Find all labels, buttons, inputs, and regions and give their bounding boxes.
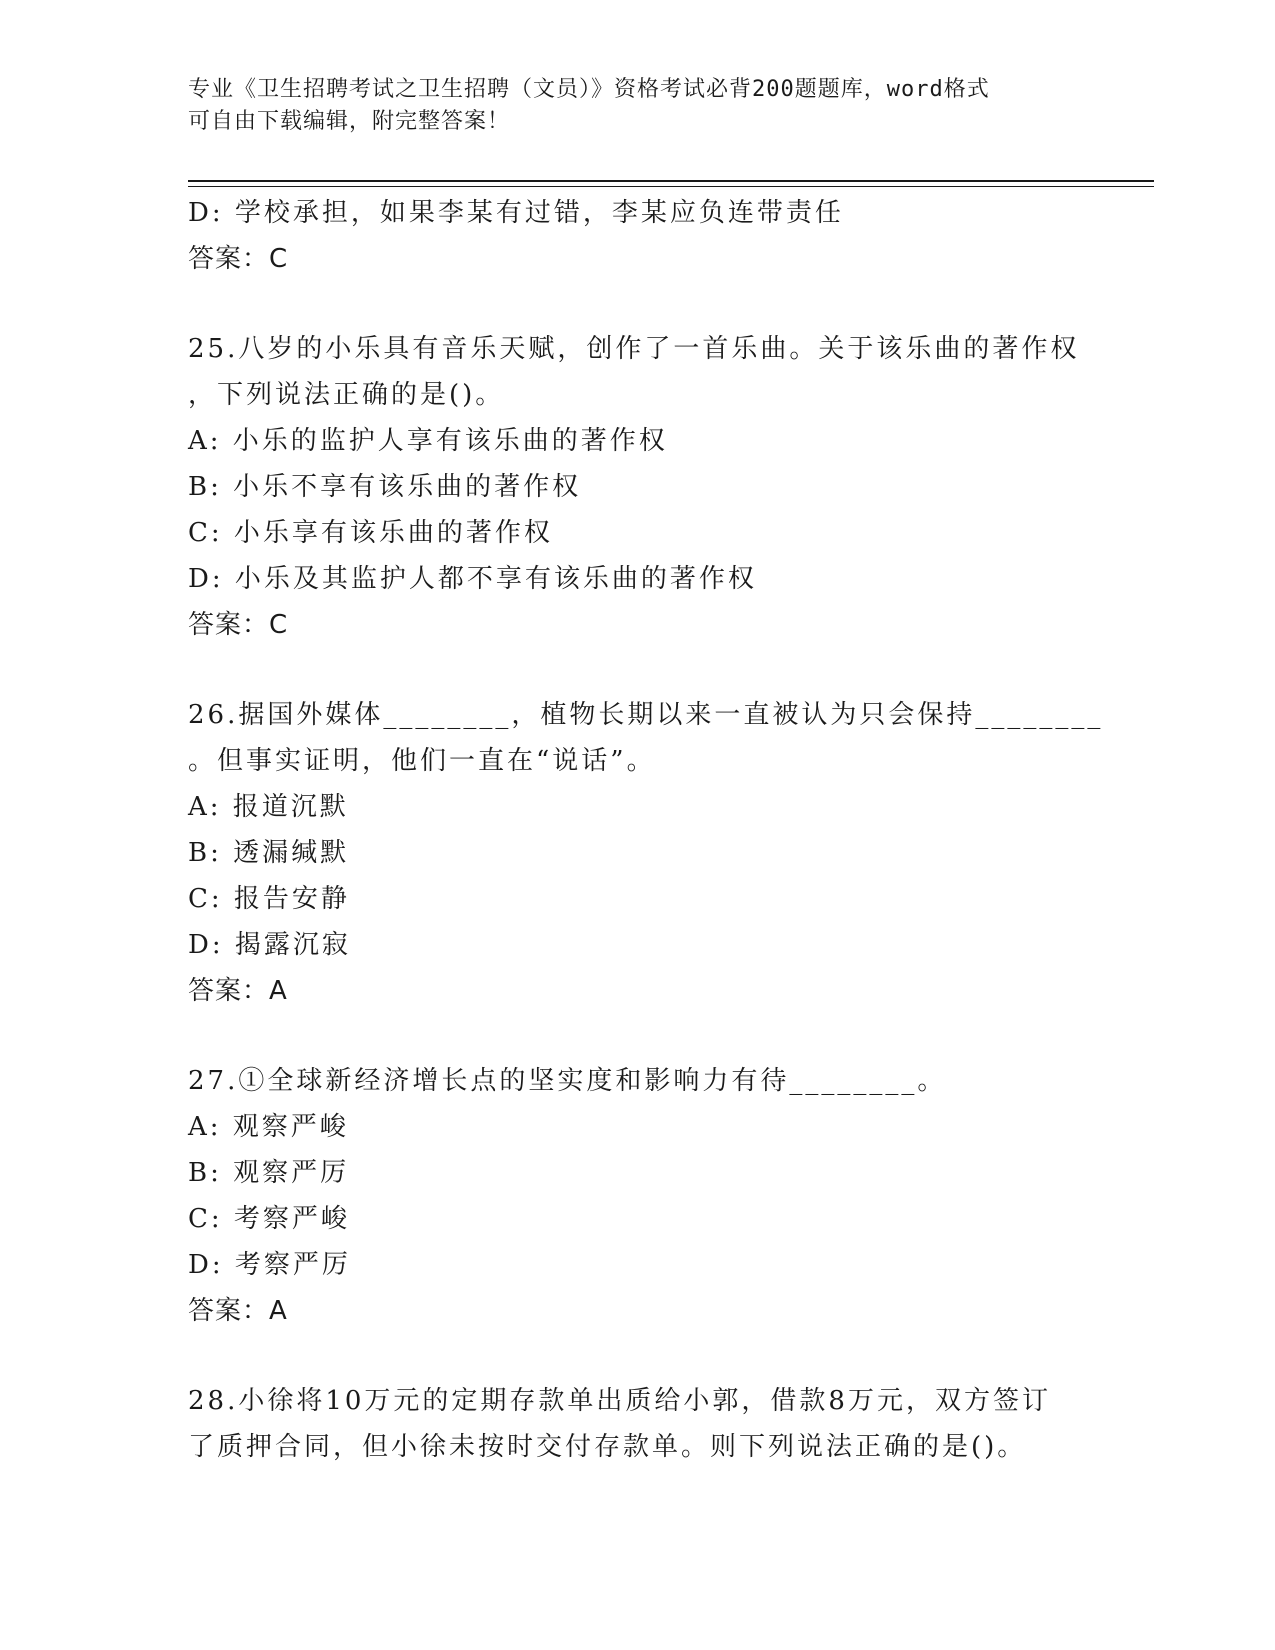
header-divider-thick	[188, 180, 1154, 182]
header-title-line-1: 专业《卫生招聘考试之卫生招聘（文员）》资格考试必背200题题库，word格式	[188, 77, 990, 102]
question-25-stem-line-2: ，下列说法正确的是()。	[188, 380, 505, 410]
question-25-option-d: D: 小乐及其监护人都不享有该乐曲的著作权	[188, 564, 757, 594]
question-26-option-d: D: 揭露沉寂	[188, 930, 351, 960]
question-26	[188, 692, 1104, 1014]
question-28	[188, 1378, 1088, 1470]
question-27-answer: 答案：A	[188, 1296, 288, 1326]
question-25-answer: 答案：C	[188, 610, 289, 640]
question-list	[188, 190, 1104, 1470]
prev-question-answer: 答案：C	[188, 244, 289, 274]
question-25-option-a: A: 小乐的监护人享有该乐曲的著作权	[188, 426, 668, 456]
question-26-stem-line-2: 。但事实证明，他们一直在“说话”。	[188, 746, 656, 776]
question-25	[188, 326, 1088, 648]
question-27-option-c: C: 考察严峻	[188, 1204, 350, 1234]
question-26-stem-line-1: 26.据国外媒体________，植物长期以来一直被认为只会保持________	[188, 700, 1104, 730]
question-26-answer: 答案：A	[188, 976, 288, 1006]
question-27-option-a: A: 观察严峻	[188, 1112, 349, 1142]
question-26-option-b: B: 透漏缄默	[188, 838, 350, 868]
question-26-option-c: C: 报告安静	[188, 884, 350, 914]
question-27-option-d: D: 考察严厉	[188, 1250, 351, 1280]
question-25-option-c: C: 小乐享有该乐曲的著作权	[188, 518, 553, 548]
question-27	[188, 1058, 1088, 1334]
question-28-stem-line-2: 了质押合同，但小徐未按时交付存款单。则下列说法正确的是()。	[188, 1432, 1027, 1462]
document-header	[188, 74, 1088, 138]
question-28-stem-line-1: 28.小徐将10万元的定期存款单出质给小郭，借款8万元，双方签订	[188, 1386, 1051, 1416]
question-27-stem-line-1: 27.①全球新经济增长点的坚实度和影响力有待________。	[188, 1066, 947, 1096]
prev-question-option-d: D: 学校承担，如果李某有过错，李某应负连带责任	[188, 198, 844, 228]
question-27-option-b: B: 观察严厉	[188, 1158, 350, 1188]
question-25-option-b: B: 小乐不享有该乐曲的著作权	[188, 472, 582, 502]
header-divider-thin	[188, 186, 1154, 187]
question-26-option-a: A: 报道沉默	[188, 792, 349, 822]
header-title-line-2: 可自由下载编辑，附完整答案！	[188, 109, 511, 134]
question-25-stem-line-1: 25.八岁的小乐具有音乐天赋，创作了一首乐曲。关于该乐曲的著作权	[188, 334, 1080, 364]
